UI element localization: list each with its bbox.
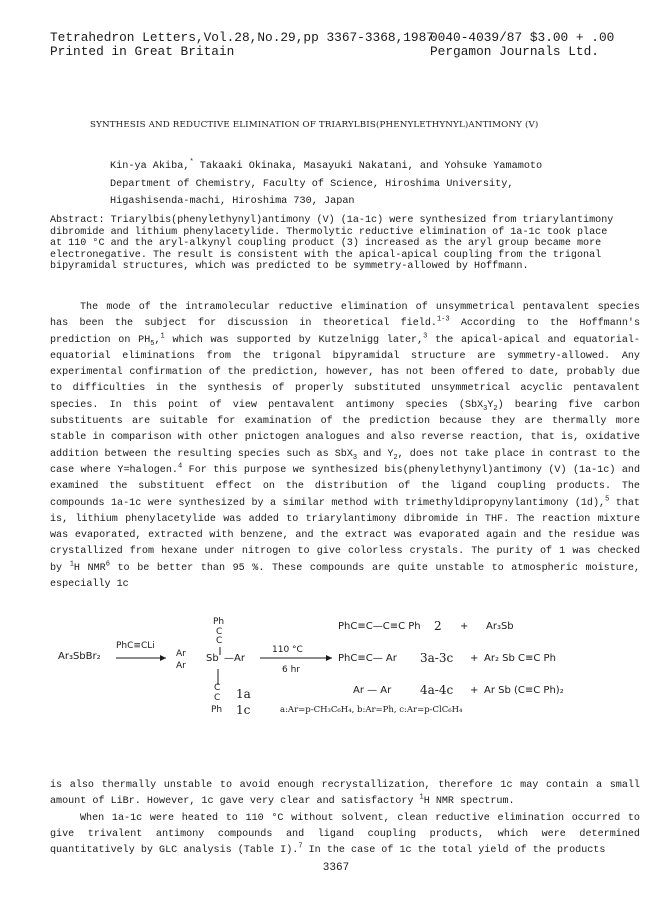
text-run: ) bearing five carbon substituents are suitable for examination of the prediction because they are thermally more stable in comparison with other pnictogen analogues and also reverse reaction, that is, oxidative addition between the resulting species such as SbX <box>50 399 640 460</box>
reagent-label: PhC≡CLi <box>116 641 155 651</box>
text-run: Y <box>487 399 494 411</box>
alkyne-carbon: C <box>216 636 223 646</box>
body-text-main <box>50 300 640 593</box>
abstract-line: Abstract: Triarylbis(phenylethynyl)antimony (V) (1a-1c) were synthesized from triarylantimony <box>50 215 614 226</box>
author-department: Department of Chemistry, Faculty of Science, Hiroshima University, <box>110 178 514 190</box>
text-run: the apical-apical and equatorial-equatorial eliminations from the trigonal bipyramidal structure are symmetry-allowed. Any experimental confirmation of the prediction, however, has not been offered to date, probably due to difficulties in the synthesis of properly substituted unsymmetrical acyclic pentavalent species. In this point of view pentavalent antimony species (SbX <box>50 334 640 411</box>
publisher-line: Pergamon Journals Ltd. <box>430 44 599 59</box>
subscript: 2 <box>393 453 398 462</box>
publisher-info <box>430 31 614 59</box>
reaction-temperature: 110 °C <box>272 645 303 655</box>
top-phenyl: Ph <box>213 617 225 627</box>
aryl-lower: Ar <box>176 661 186 671</box>
paragraph-elimination <box>50 811 640 860</box>
text-run: The mode of the intramolecular reductive elimination of unsymmetrical pentavalent species has been the subject for discussion in theoretical field. <box>50 302 640 330</box>
author-names-rest: Takaaki Okinaka, Masayuki Nakatani, and Yohsuke Yamamoto <box>193 161 543 172</box>
bottom-phenyl: Ph <box>211 705 223 715</box>
reactant-formula: Ar₃SbBr₂ <box>58 651 101 662</box>
product-arylalkyne: PhC≡C— Ar <box>338 653 397 664</box>
plus-sign: + <box>470 685 479 696</box>
text-run: In the case of 1c the total yield of the products <box>302 845 606 857</box>
scheme-graphics <box>50 625 630 773</box>
subscript: 2 <box>493 404 498 413</box>
alkyne-carbon: C <box>216 627 223 637</box>
reference-marker: 1-3 <box>436 315 450 324</box>
abstract-line: at 110 °C and the aryl-alkynyl coupling product (3) increased as the aryl group became more <box>50 238 602 249</box>
subscript: 5 <box>150 339 155 348</box>
abstract <box>50 215 640 273</box>
aryl-left: Ar <box>176 649 186 659</box>
reaction-scheme <box>50 617 630 773</box>
plus-sign: + <box>460 621 469 632</box>
paragraph-continuation <box>50 778 640 811</box>
text-run: is also thermally unstable to avoid enough recrystallization, therefore 1c may contain a small amount of LiBr. However, 1c gave very clear and satisfactory <box>50 780 640 808</box>
alkyne-carbon: C <box>214 693 221 703</box>
product-aryldialkynylantimony: Ar Sb (C≡C Ph)₂ <box>484 685 564 696</box>
subscript: 3 <box>352 453 358 462</box>
alkyne-carbon: C <box>214 683 221 693</box>
text-run: H NMR spectrum. <box>423 796 515 808</box>
text-run: , does not take place in contrast to the case where Y=halogen. <box>50 448 640 476</box>
abstract-line: electronegative. The result is consistent with the apical-apical coupling from the trigonal <box>50 249 602 261</box>
reaction-time: 6 hr <box>282 665 300 675</box>
superscript: 1 <box>69 560 74 569</box>
article-title: SYNTHESIS AND REDUCTIVE ELIMINATION OF TRIARYLBIS(PHENYLETHYNYL)ANTIMONY (V) <box>90 120 539 130</box>
reference-marker: 6 <box>105 560 110 569</box>
journal-citation <box>50 31 434 59</box>
paragraph-intro <box>50 300 640 593</box>
page-number: 3367 <box>322 862 350 874</box>
corresponding-star: * <box>189 158 194 167</box>
text-run: According to the Hoffmann's prediction on PH <box>50 318 641 346</box>
abstract-line: dibromide and lithium phenylacetylide. Thermolytic reductive elimination of 1a-1c took place <box>50 226 608 238</box>
reference-marker: 4 <box>177 462 183 471</box>
price-line: 0040-4039/87 $3.00 + .00 <box>430 30 615 45</box>
text-run: When 1a-1c were heated to 110 °C without solvent, clean reductive elimination occurred to give trivalent antimony compounds and ligand coupling products, which were determined quantitatively by GLC analysis (Table I). <box>50 812 640 857</box>
compound-1a: 1a <box>236 687 251 701</box>
product-biaryl: Ar — Ar <box>353 685 392 696</box>
aryl-right: —Ar <box>224 653 245 664</box>
reference-marker: 5 <box>605 495 610 504</box>
subscript: 3 <box>483 404 488 413</box>
text-run: For this purpose we synthesized bis(phenylethynyl)antimony (V) (1a-1c) and examined the substituent effect on the distribution of the ligand coupling products. The compounds 1a-1c were synthesized by a similar method with trimethyldipropynylantimony (1d), <box>50 464 640 509</box>
superscript: 1 <box>419 793 424 802</box>
body-text-continued <box>50 778 640 859</box>
reference-marker: 1 <box>160 332 165 341</box>
text-run: which was supported by Kutzelnigg later, <box>164 334 424 346</box>
antimony: Sb <box>206 653 219 664</box>
arrowhead <box>326 655 332 661</box>
printed-line: Printed in Great Britain <box>50 44 235 59</box>
product-diarylalkynylantimony: Ar₂ Sb C≡C Ph <box>484 653 556 664</box>
compound-1c: 1c <box>236 703 251 717</box>
author-address: Higashisenda-machi, Hiroshima 730, Japan <box>110 196 355 207</box>
text-run: to be better than 95 %. These compounds are quite unstable to atmospheric moisture, especially 1c <box>50 562 641 591</box>
abstract-line: bipyramidal structures, which was predicted to be symmetry-allowed by Hoffmann. <box>50 261 529 272</box>
author-block <box>110 158 542 211</box>
plus-sign: + <box>470 653 479 664</box>
arrowhead <box>160 655 166 661</box>
product-number-3: 3a-3c <box>420 651 454 665</box>
reference-marker: 7 <box>298 842 303 851</box>
text-run: that is, lithium phenylacetylide was added to triarylantimony dibromide in THF. The reaction mixture was evaporated, extracted with benzene, and the extract was evaporated again and the residue was crystallized from hexane under nitrogen to give colorless crystals. The purity of 1 was checked by <box>50 497 640 574</box>
product-diyne: PhC≡C—C≡C Ph <box>338 621 421 632</box>
substituent-legend: a:Ar=p-CH₃C₆H₄, b:Ar=Ph, c:Ar=p-ClC₆H₄ <box>280 705 463 715</box>
journal-line: Tetrahedron Letters,Vol.28,No.29,pp 3367-3368,1987 <box>50 30 434 45</box>
product-triarylantimony: Ar₃Sb <box>486 621 514 632</box>
product-number-4: 4a-4c <box>420 683 454 697</box>
product-number-2: 2 <box>434 619 442 633</box>
text-run: , <box>154 334 161 346</box>
text-run: and Y <box>357 448 394 460</box>
author-names <box>110 158 542 176</box>
text-run: H NMR <box>73 562 106 574</box>
reference-marker: 3 <box>423 332 428 341</box>
author-names-first: Kin-ya Akiba, <box>110 161 190 172</box>
